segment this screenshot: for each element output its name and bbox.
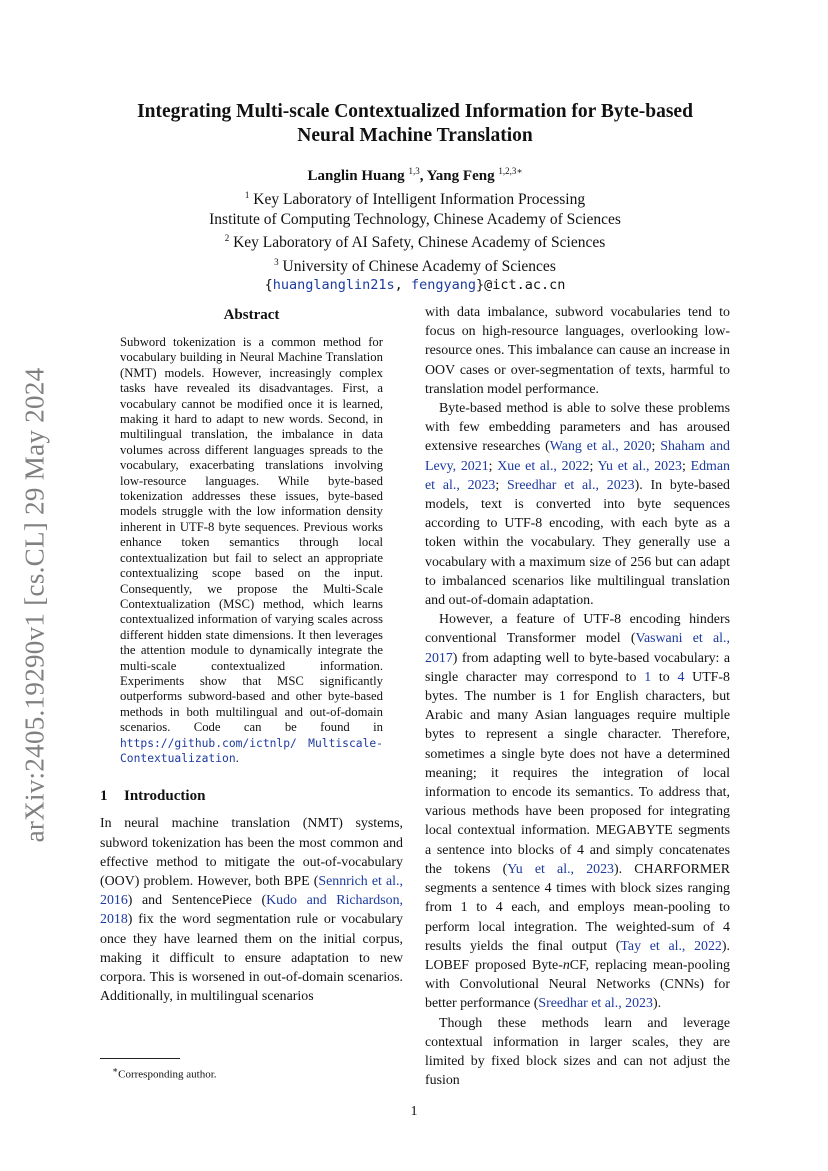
paper-title: Integrating Multi-scale Contextualized Information for Byte-based Neural Machine Translation	[137, 101, 693, 146]
paragraph: with data imbalance, subword vocabularies tend to focus on high-resource languages, overlooking low-resource ones. This imbalance can cause an increase in OOV cases or over-segmentation of texts, harmful to translation model performance.	[425, 305, 730, 397]
paragraph: However, a feature of UTF-8 encoding hinders conventional Transformer model (Vaswani et al., 2017) from adapting well to byte-based vocabulary: a single character may correspond to 1 to 4 UTF-8 bytes. The number is 1 for English characters, but Arabic and many Asian languages require multiple bytes to represent a single character. Therefore, sometimes a single byte does not have a determined meaning; it requires the integration of local information to encode its semantics. To address that, various methods have been proposed for integrating local contextual information. MEGABYTE segments a sentence into blocks of 4 and simply concatenates the tokens (Yu et al., 2023). CHARFORMER segments a sentence 4 times with block sizes ranging from 1 to 4 each, and employs mean-pooling to perform local integration. The weighted-sum of 4 results yields the final output (Tay et al., 2022). LOBEF proposed Byte-nCF, replacing mean-pooling with Convolutional Neural Networks (CNNs) for better performance (Sreedhar et al., 2023).	[425, 612, 730, 1012]
affiliation: Institute of Computing Technology, Chinese Academy of Sciences	[209, 210, 621, 228]
page-number: 1	[410, 1104, 418, 1119]
author-name: Langlin Huang	[307, 168, 405, 184]
affiliation: $^3$ University of Chinese Academy of Sciences	[274, 256, 556, 275]
citation-link[interactable]: Yu et al., 2023	[597, 458, 682, 474]
paragraph: Though these methods learn and leverage contextual information in larger scales, they are limited by fixed block sizes and can not adjust the fusion	[425, 1015, 730, 1089]
author-list: Langlin Huang $^{1,3}$, Yang Feng $^{1,2,3∗}$	[307, 166, 523, 184]
citation-link[interactable]: Shaham and Levy, 2021	[425, 439, 730, 474]
abstract-heading: Abstract	[223, 307, 280, 323]
reference-link[interactable]: 1	[644, 669, 652, 685]
citation-link[interactable]: Xue et al., 2022	[497, 458, 590, 474]
citation-link[interactable]: Kudo and Richardson, 2018	[100, 893, 403, 928]
affiliation: $^1$ Key Laboratory of Intelligent Information Processing	[244, 190, 586, 209]
author-affiliation-mark: 1,3	[408, 166, 420, 176]
arxiv-identifier	[10, 355, 60, 855]
section-heading	[100, 786, 403, 806]
paragraph: In neural machine translation (NMT) systems, subword tokenization has been the most common and effective method to mitigate the out-of-vocabulary (OOV) problem. However, both BPE (Sennrich et al., 2016) and SentencePiece (Kudo and Richardson, 2018) fix the word segmentation rule or vocabulary once they have learned them on the initial corpus, making it difficult to ensure adaptation to new corpora. This is worsened in out-of-domain scenarios. Additionally, in multilingual scenarios	[100, 816, 403, 1005]
citation-link[interactable]: Edman et al., 2023	[425, 458, 730, 493]
section-title: Introduction	[124, 788, 206, 805]
citation-link[interactable]: Vaswani et al., 2017	[425, 631, 730, 666]
citation-link[interactable]: Sreedhar et al., 2023	[507, 477, 635, 493]
right-column	[425, 303, 730, 1090]
arxiv-identifier-text: arXiv:2405.19290v1 [cs.CL] 29 May 2024	[19, 367, 50, 843]
affiliation: $^2$ Key Laboratory of AI Safety, Chinese Academy of Sciences	[224, 233, 606, 252]
email-link[interactable]: fengyang	[410, 277, 476, 294]
paper-header	[100, 100, 730, 295]
footnote: ∗Corresponding author.	[112, 1065, 217, 1081]
section-number: 1	[100, 788, 108, 805]
abstract-text: Subword tokenization is a common method for vocabulary building in Neural Machine Translation (NMT) models. However, increasingly complex tasks have revealed its disadvantages. First, a vocabulary cannot be modified once it is learned, making it hard to adapt to new words. Second, in multilingual translation, the imbalance in data volumes across different languages spreads to the vocabulary, exacerbating translations involving low-resource languages. While byte-based tokenization addresses these issues, byte-based models struggle with the low information density inherent in UTF-8 byte sequences. Previous works enhance token semantics through local contextualization but fail to select an appropriate contextualizing scope based on the input. Consequently, we propose the Multi-Scale Contextualization (MSC) method, which learns contextualized information of varying scales across different hidden state dimensions. It then leverages the attention module to dynamically integrate the multi-scale contextualized information. Experiments show that MSC significantly outperforms subword-based and other byte-based methods in both multilingual and out-of-domain scenarios. Code can be found in https://github.com/ictnlp/ Multiscale-Contextualization.	[120, 335, 383, 765]
paragraph: Byte-based method is able to solve these problems with few embedding parameters and has aroused extensive researches (Wang et al., 2020; Shaham and Levy, 2021; Xue et al., 2022; Yu et al., 2023; Edman et al., 2023; Sreedhar et al., 2023). In byte-based models, text is converted into byte sequences according to UTF-8 encoding, with each byte as a token within the vocabulary. They generally use a vocabulary with a maximum size of 256 but can adapt to imbalanced scenarios like multilingual translation and out-of-domain adaptation.	[425, 401, 730, 609]
citation-link[interactable]: Tay et al., 2022	[620, 938, 722, 954]
footnote-divider	[100, 1058, 180, 1059]
author-emails: {huanglanglin21s, fengyang}@ict.ac.cn	[264, 277, 566, 294]
author-affiliation-mark: 1,2,3∗	[498, 166, 523, 176]
left-column	[100, 305, 403, 1006]
citation-link[interactable]: Sreedhar et al., 2023	[538, 996, 653, 1012]
citation-link[interactable]: Yu et al., 2023	[507, 861, 614, 877]
email-link[interactable]: huanglanglin21s	[272, 277, 395, 294]
citation-link[interactable]: Wang et al., 2020	[549, 439, 652, 455]
author-name: Yang Feng	[426, 168, 495, 184]
code-url-link[interactable]: Multiscale-Contextualization	[120, 736, 383, 765]
code-url-link[interactable]: https://github.com/ictnlp/	[120, 736, 297, 750]
citation-link[interactable]: Sennrich et al., 2016	[100, 873, 403, 909]
reference-link[interactable]: 4	[677, 669, 685, 685]
